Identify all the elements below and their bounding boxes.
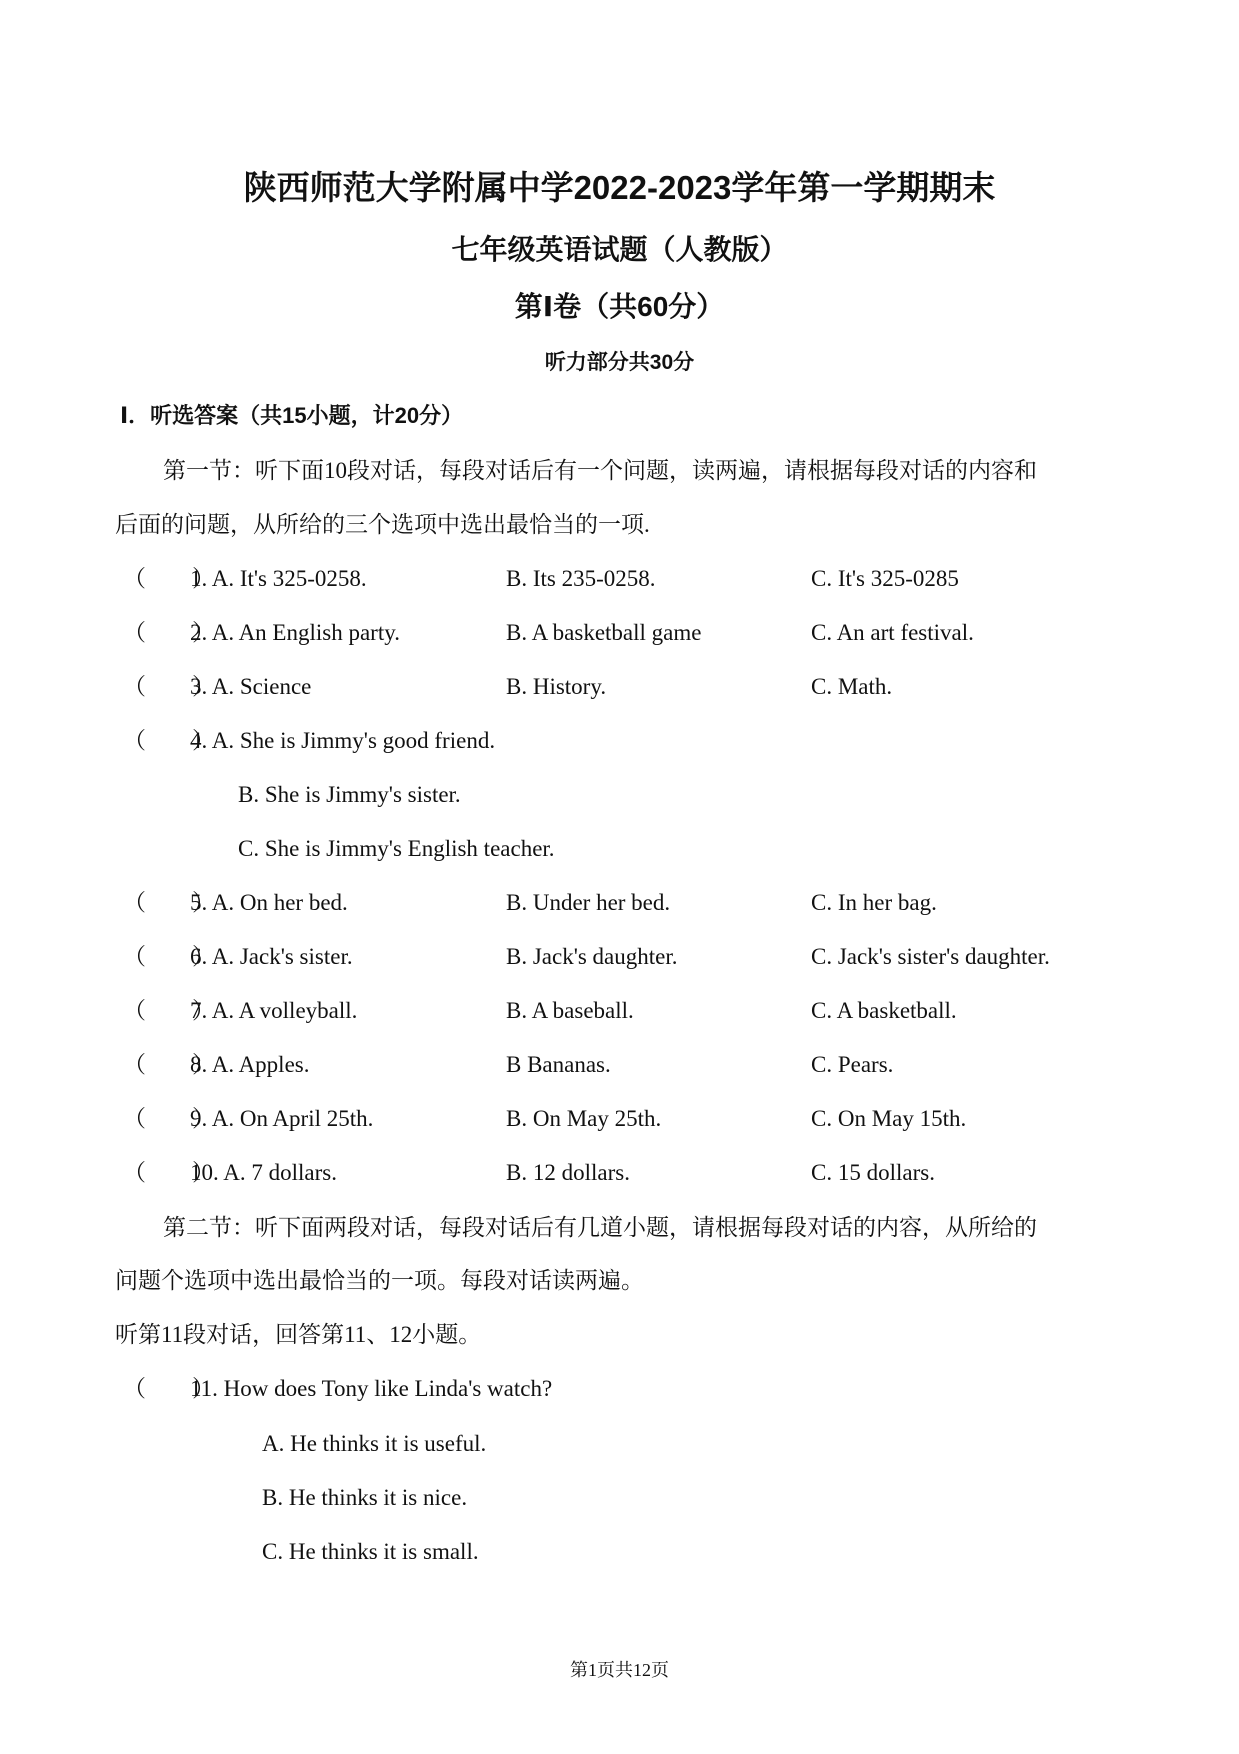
section-heading: Ⅰ．听选答案（共15小题，计20分） — [120, 403, 464, 428]
part1-instructions-line2: 后面的问题，从所给的三个选项中选出最恰当的一项. — [115, 512, 650, 537]
question-stem: 11. How does Tony like Linda's watch? — [190, 1376, 553, 1401]
option-b: B. A baseball. — [506, 998, 634, 1023]
question-row-9 — [123, 1104, 1123, 1134]
answer-blank[interactable]: （ ） — [123, 728, 215, 753]
option-a: 8. A. Apples. — [190, 1052, 310, 1077]
answer-blank[interactable]: （ ） — [123, 1160, 215, 1185]
option-a: 4. A. She is Jimmy's good friend. — [190, 728, 496, 753]
answer-blank[interactable]: （ ） — [123, 674, 215, 699]
answer-blank[interactable]: （ ） — [123, 890, 215, 915]
page-footer: 第1页共12页 — [570, 1660, 669, 1680]
option-a: 5. A. On her bed. — [190, 890, 348, 915]
option-c: C. She is Jimmy's English teacher. — [238, 836, 555, 861]
dialogue-11-intro: 听第11段对话，回答第11、12小题。 — [115, 1322, 482, 1347]
part2-instructions-line1: 第二节：听下面两段对话，每段对话后有几道小题，请根据每段对话的内容，从所给的 — [163, 1215, 1037, 1240]
part2-instructions-line2: 问题个选项中选出最恰当的一项。每段对话读两遍。 — [115, 1268, 644, 1293]
option-a: 3. A. Science — [190, 674, 312, 699]
option-a: 7. A. A volleyball. — [190, 998, 358, 1023]
option-a: 10. A. 7 dollars. — [190, 1160, 337, 1185]
answer-blank[interactable]: （ ） — [123, 566, 215, 591]
option-c: C. A basketball. — [811, 998, 957, 1023]
question-row-2 — [123, 618, 1123, 648]
question-row-1 — [123, 564, 1123, 594]
option-b: B. A basketball game — [506, 620, 702, 645]
answer-blank[interactable]: （ ） — [123, 944, 215, 969]
option-b: B. History. — [506, 674, 607, 699]
question-row-5 — [123, 888, 1123, 918]
option-b: B. She is Jimmy's sister. — [238, 782, 461, 807]
q11-option-c: C. He thinks it is small. — [262, 1539, 479, 1564]
option-c: C. An art festival. — [811, 620, 974, 645]
answer-blank[interactable]: （ ） — [123, 1052, 215, 1077]
document-subtitle: 七年级英语试题（人教版） — [451, 234, 788, 265]
option-b: B. Under her bed. — [506, 890, 671, 915]
question-row-8 — [123, 1050, 1123, 1080]
option-a: 6. A. Jack's sister. — [190, 944, 353, 969]
option-c: C. 15 dollars. — [811, 1160, 935, 1185]
option-b: B Bananas. — [506, 1052, 611, 1077]
option-b: B. Jack's daughter. — [506, 944, 678, 969]
part1-instructions-line1: 第一节：听下面10段对话，每段对话后有一个问题，读两遍，请根据每段对话的内容和 — [163, 458, 1037, 483]
option-c: C. On May 15th. — [811, 1106, 967, 1131]
q11-option-b: B. He thinks it is nice. — [262, 1485, 468, 1510]
answer-blank[interactable]: （ ） — [123, 1106, 215, 1131]
question-row-11 — [123, 1374, 1123, 1404]
question-row-4-b — [123, 780, 1123, 810]
listening-header: 听力部分共30分 — [544, 351, 695, 374]
option-c: C. In her bag. — [811, 890, 937, 915]
option-b: B. Its 235-0258. — [506, 566, 656, 591]
document-title: 陕西师范大学附属中学2022-2023学年第一学期期末 — [243, 169, 996, 206]
question-row-4-c — [123, 834, 1123, 864]
option-c: C. It's 325-0285 — [811, 566, 959, 591]
option-c: C. Math. — [811, 674, 893, 699]
answer-blank[interactable]: （ ） — [123, 998, 215, 1023]
option-a: 9. A. On April 25th. — [190, 1106, 374, 1131]
option-c: C. Pears. — [811, 1052, 894, 1077]
answer-blank[interactable]: （ ） — [123, 1376, 215, 1401]
question-row-10 — [123, 1158, 1123, 1188]
option-b: B. 12 dollars. — [506, 1160, 630, 1185]
option-a: 1. A. It's 325-0258. — [190, 566, 367, 591]
question-row-4 — [123, 726, 1123, 756]
question-row-6 — [123, 942, 1123, 972]
q11-option-a: A. He thinks it is useful. — [262, 1431, 487, 1456]
answer-blank[interactable]: （ ） — [123, 620, 215, 645]
option-c: C. Jack's sister's daughter. — [811, 944, 1050, 969]
option-b: B. On May 25th. — [506, 1106, 662, 1131]
question-row-3 — [123, 672, 1123, 702]
volume-heading: 第Ⅰ卷（共60分） — [514, 291, 725, 322]
question-row-7 — [123, 996, 1123, 1026]
option-a: 2. A. An English party. — [190, 620, 400, 645]
